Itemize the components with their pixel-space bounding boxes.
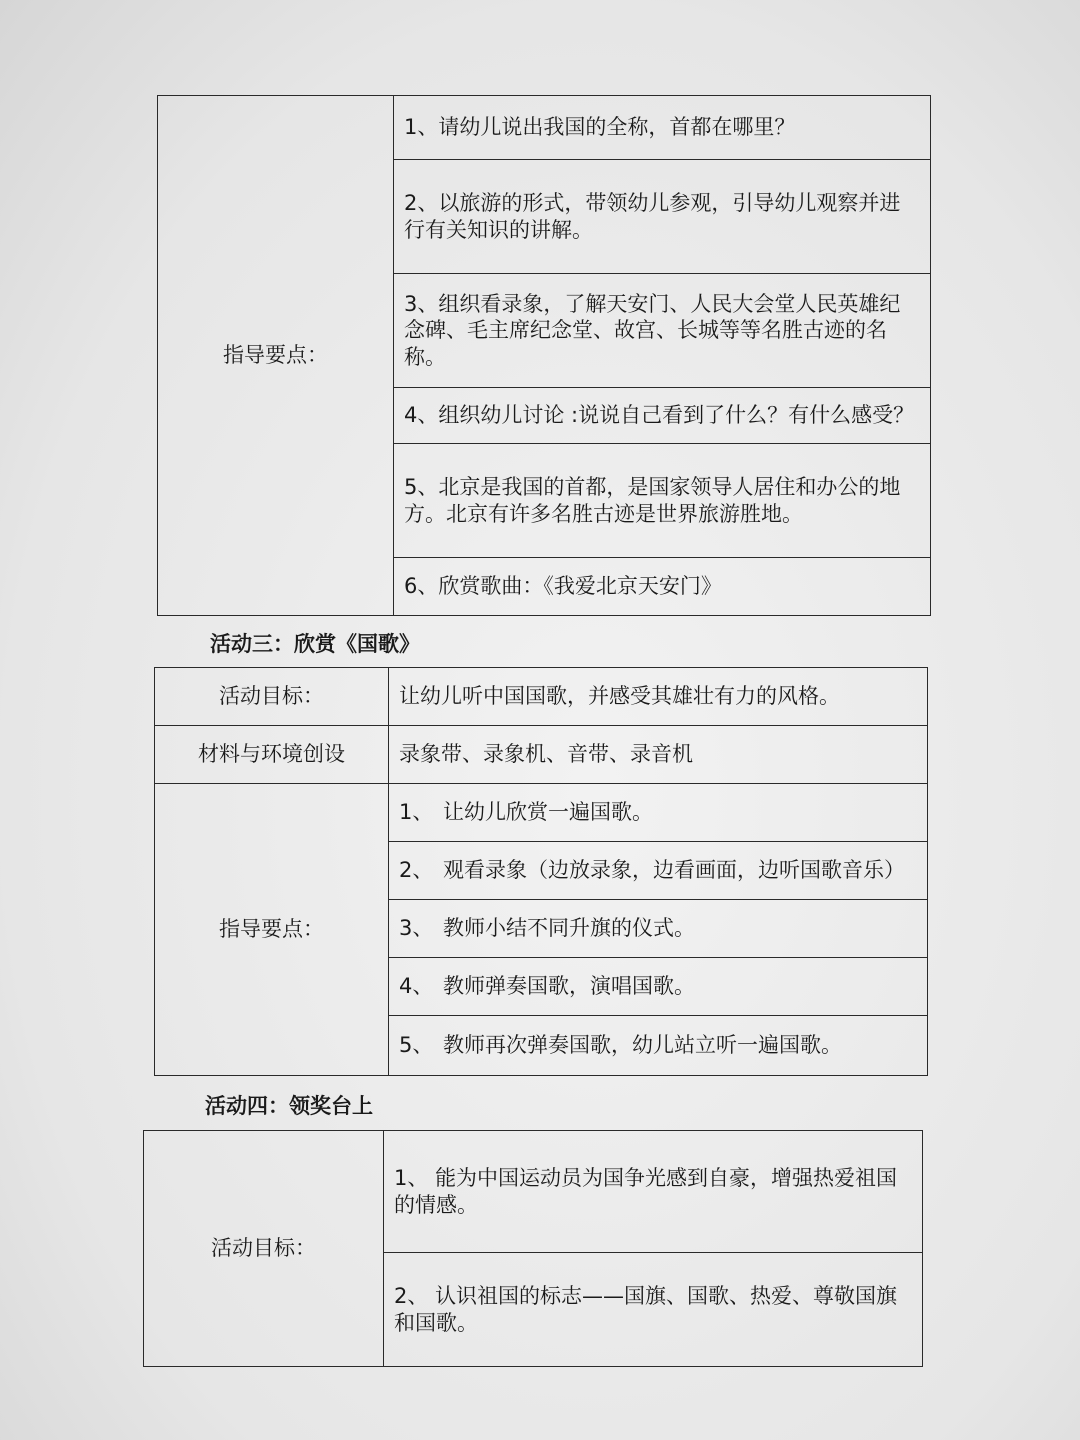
guidance-item-3: 3、组织看录象，了解天安门、人民大会堂人民英雄纪念碑、毛主席纪念堂、故宫、长城等等名胜古迹的名称。	[394, 274, 931, 388]
activity4-table	[143, 1130, 923, 1367]
guidance-label: 指导要点：	[158, 96, 394, 616]
activity3-guide-label: 指导要点：	[155, 784, 389, 1076]
activity4-goal-label: 活动目标：	[144, 1131, 384, 1367]
activity3-materials-label: 材料与环境创设	[155, 726, 389, 784]
guidance-item-1: 1、请幼儿说出我国的全称，首都在哪里？	[394, 96, 931, 160]
guidance-item-2: 2、以旅游的形式，带领幼儿参观，引导幼儿观察并进行有关知识的讲解。	[394, 160, 931, 274]
activity4-title: 活动四：领奖台上	[205, 1094, 373, 1118]
activity3-guide-item-4: 4、 教师弹奏国歌，演唱国歌。	[389, 958, 928, 1016]
activity3-guide-item-2: 2、 观看录象（边放录象，边看画面，边听国歌音乐）	[389, 842, 928, 900]
activity3-guide-item-5: 5、 教师再次弹奏国歌，幼儿站立听一遍国歌。	[389, 1016, 928, 1076]
activity4-goal-item-1: 1、 能为中国运动员为国争光感到自豪，增强热爱祖国的情感。	[384, 1131, 923, 1253]
guidance-item-5: 5、北京是我国的首都，是国家领导人居住和办公的地方。北京有许多名胜古迹是世界旅游胜地。	[394, 444, 931, 558]
activity3-guide-item-1: 1、 让幼儿欣赏一遍国歌。	[389, 784, 928, 842]
activity4-goal-item-2: 2、 认识祖国的标志——国旗、国歌、热爱、尊敬国旗和国歌。	[384, 1253, 923, 1367]
activity3-goal-text: 让幼儿听中国国歌，并感受其雄壮有力的风格。	[389, 668, 928, 726]
activity3-guide-item-3: 3、 教师小结不同升旗的仪式。	[389, 900, 928, 958]
guidance-table-1	[157, 95, 931, 616]
activity3-goal-label: 活动目标：	[155, 668, 389, 726]
guidance-item-6: 6、欣赏歌曲：《我爱北京天安门》	[394, 558, 931, 616]
activity3-materials-text: 录象带、录象机、音带、录音机	[389, 726, 928, 784]
activity3-table	[154, 667, 928, 1076]
guidance-item-4: 4、组织幼儿讨论 :说说自己看到了什么？有什么感受？	[394, 388, 931, 444]
activity3-title: 活动三：欣赏《国歌》	[210, 632, 420, 656]
